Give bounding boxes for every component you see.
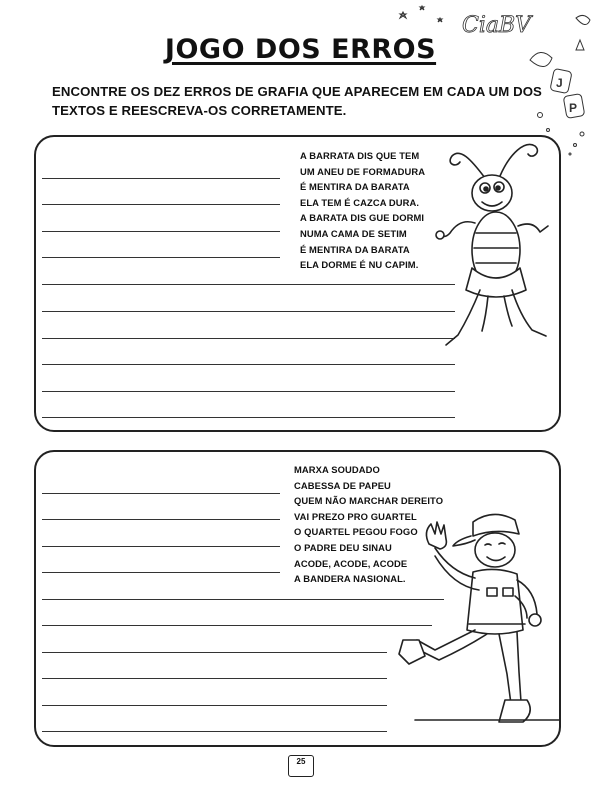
- answer-line: [42, 493, 280, 494]
- poem-line: A BARATA DIS GUE DORMI: [300, 212, 425, 224]
- poem-line: ELA TEM É CAZCA DURA.: [300, 196, 420, 208]
- answer-line: [42, 678, 387, 679]
- logo-text: CiaBV: [462, 13, 532, 38]
- svg-text:P: P: [569, 101, 578, 115]
- answer-line: [42, 572, 280, 573]
- answer-line: [42, 231, 280, 232]
- poem-line: MARXA SOUDADO: [294, 464, 380, 475]
- cockroach-illustration: [430, 138, 560, 363]
- poem-line: O PADRE DEU SINAU: [294, 541, 392, 553]
- answer-line: [42, 364, 455, 365]
- poem-cockroach: [300, 148, 425, 273]
- page-title: JOGO DOS ERROS: [164, 34, 437, 65]
- poem-line: QUEM NÃO MARCHAR DEREITO: [294, 495, 444, 507]
- poem-line: VAI PREZO PRO GUARTEL: [294, 510, 417, 522]
- answer-line: [42, 652, 387, 653]
- poem-line: A BARRATA DIS QUE TEM: [300, 150, 420, 161]
- answer-line: [42, 546, 280, 547]
- answer-line: [42, 519, 280, 520]
- answer-line: [42, 705, 387, 706]
- poem-line: É MENTIRA DA BARATA: [300, 243, 410, 255]
- poem-line: ELA DORME É NU CAPIM.: [300, 259, 419, 271]
- answer-line: [42, 599, 444, 600]
- answer-line: [42, 178, 280, 179]
- answer-line: [42, 625, 432, 626]
- answer-line: [42, 257, 280, 258]
- answer-line: [42, 204, 280, 205]
- poem-line: É MENTIRA DA BARATA: [300, 181, 410, 193]
- answer-line: [42, 284, 455, 285]
- answer-line: [42, 311, 455, 312]
- instruction-text: ENCONTRE OS DEZ ERROS DE GRAFIA QUE APARECEM EM CADA UM DOS TEXTOS E REESCREVA-OS CORRETAMENTE.: [52, 84, 542, 118]
- poem-line: NUMA CAMA DE SETIM: [300, 227, 407, 239]
- svg-text:J: J: [556, 76, 563, 90]
- poem-line: CABESSA DE PAPEU: [294, 479, 391, 491]
- answer-line: [42, 338, 455, 339]
- poem-line: UM ANEU DE FORMADURA: [300, 165, 426, 177]
- marching-soldier-illustration: [395, 500, 560, 735]
- page-number: 25: [288, 755, 314, 777]
- poem-line: O QUARTEL PEGOU FOGO: [294, 526, 418, 538]
- poem-line: ACODE, ACODE, ACODE: [294, 557, 408, 569]
- answer-line: [42, 417, 455, 418]
- answer-line: [42, 391, 455, 392]
- poem-line: A BANDERA NASIONAL.: [294, 573, 406, 585]
- answer-line: [42, 731, 387, 732]
